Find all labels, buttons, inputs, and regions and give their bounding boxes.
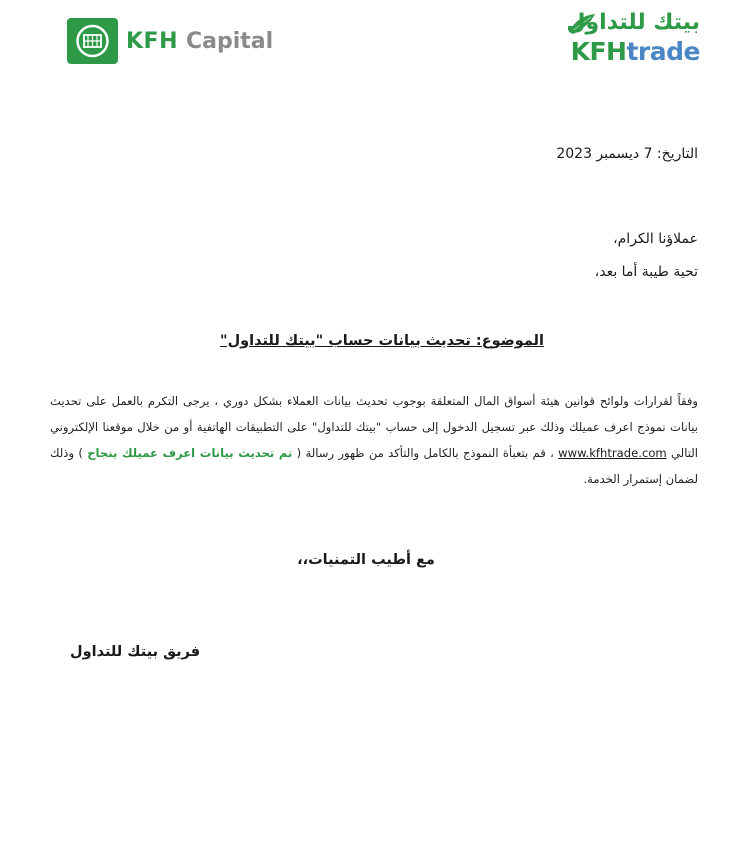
logo-english-text: [571, 37, 700, 66]
kfh-trade-logo: [565, 10, 700, 68]
letter-closing: [0, 552, 748, 568]
kfh-emblem-graphic: [74, 23, 111, 59]
greeting-line-2: تحية طيبة أما بعد،: [594, 264, 698, 280]
website-link[interactable]: www.kfhtrade.com: [558, 446, 667, 460]
kfh-capital-logo: [67, 18, 273, 64]
logo-arabic-text: بيتك للتداول: [566, 10, 700, 35]
body-part-2: ، قم بتعبأة النموذج بالكامل والتأكد من ظهور رسالة (: [292, 446, 559, 460]
letter-signature: فريق بيتك للتداول: [70, 644, 201, 660]
logo-kfh-text: KFH: [570, 37, 627, 66]
greeting-line-1: عملاؤنا الكرام،: [613, 231, 698, 247]
letter-date: التاريخ: 7 ديسمبر 2023: [556, 146, 698, 162]
letter-body: [50, 388, 698, 492]
logo-brand-text: KFH: [126, 28, 178, 54]
body-part-1: وفقاً لقرارات ولوائح قوانين هيئة أسواق المال المتعلقة بوجوب تحديث بيانات العملاء بشكل دوري ، يرجى التكرم بالعمل على تحديث بيانات نموذج اعرف عميلك وذلك عبر تسجيل الدخول إلى حساب "بيتك للتداول" على التطبيقات الهاتفية أو من خلال موقعنا الإلكتروني التالي: [50, 394, 698, 460]
success-message-highlight: تم تحديث بيانات اعرف عميلك بنجاح: [87, 446, 293, 460]
body-part-3: ) وذلك لضمان إستمرار الخدمة.: [50, 446, 698, 486]
letter-subject: [0, 330, 748, 349]
subject-text: الموضوع: تحديث بيانات حساب "بيتك للتداول": [220, 333, 544, 349]
logo-trade-text: trade: [626, 37, 700, 66]
logo-sub-text: Capital: [186, 28, 274, 54]
closing-text: مع أطيب التمنيات،،: [297, 552, 435, 568]
kfh-emblem-icon: [67, 18, 118, 64]
